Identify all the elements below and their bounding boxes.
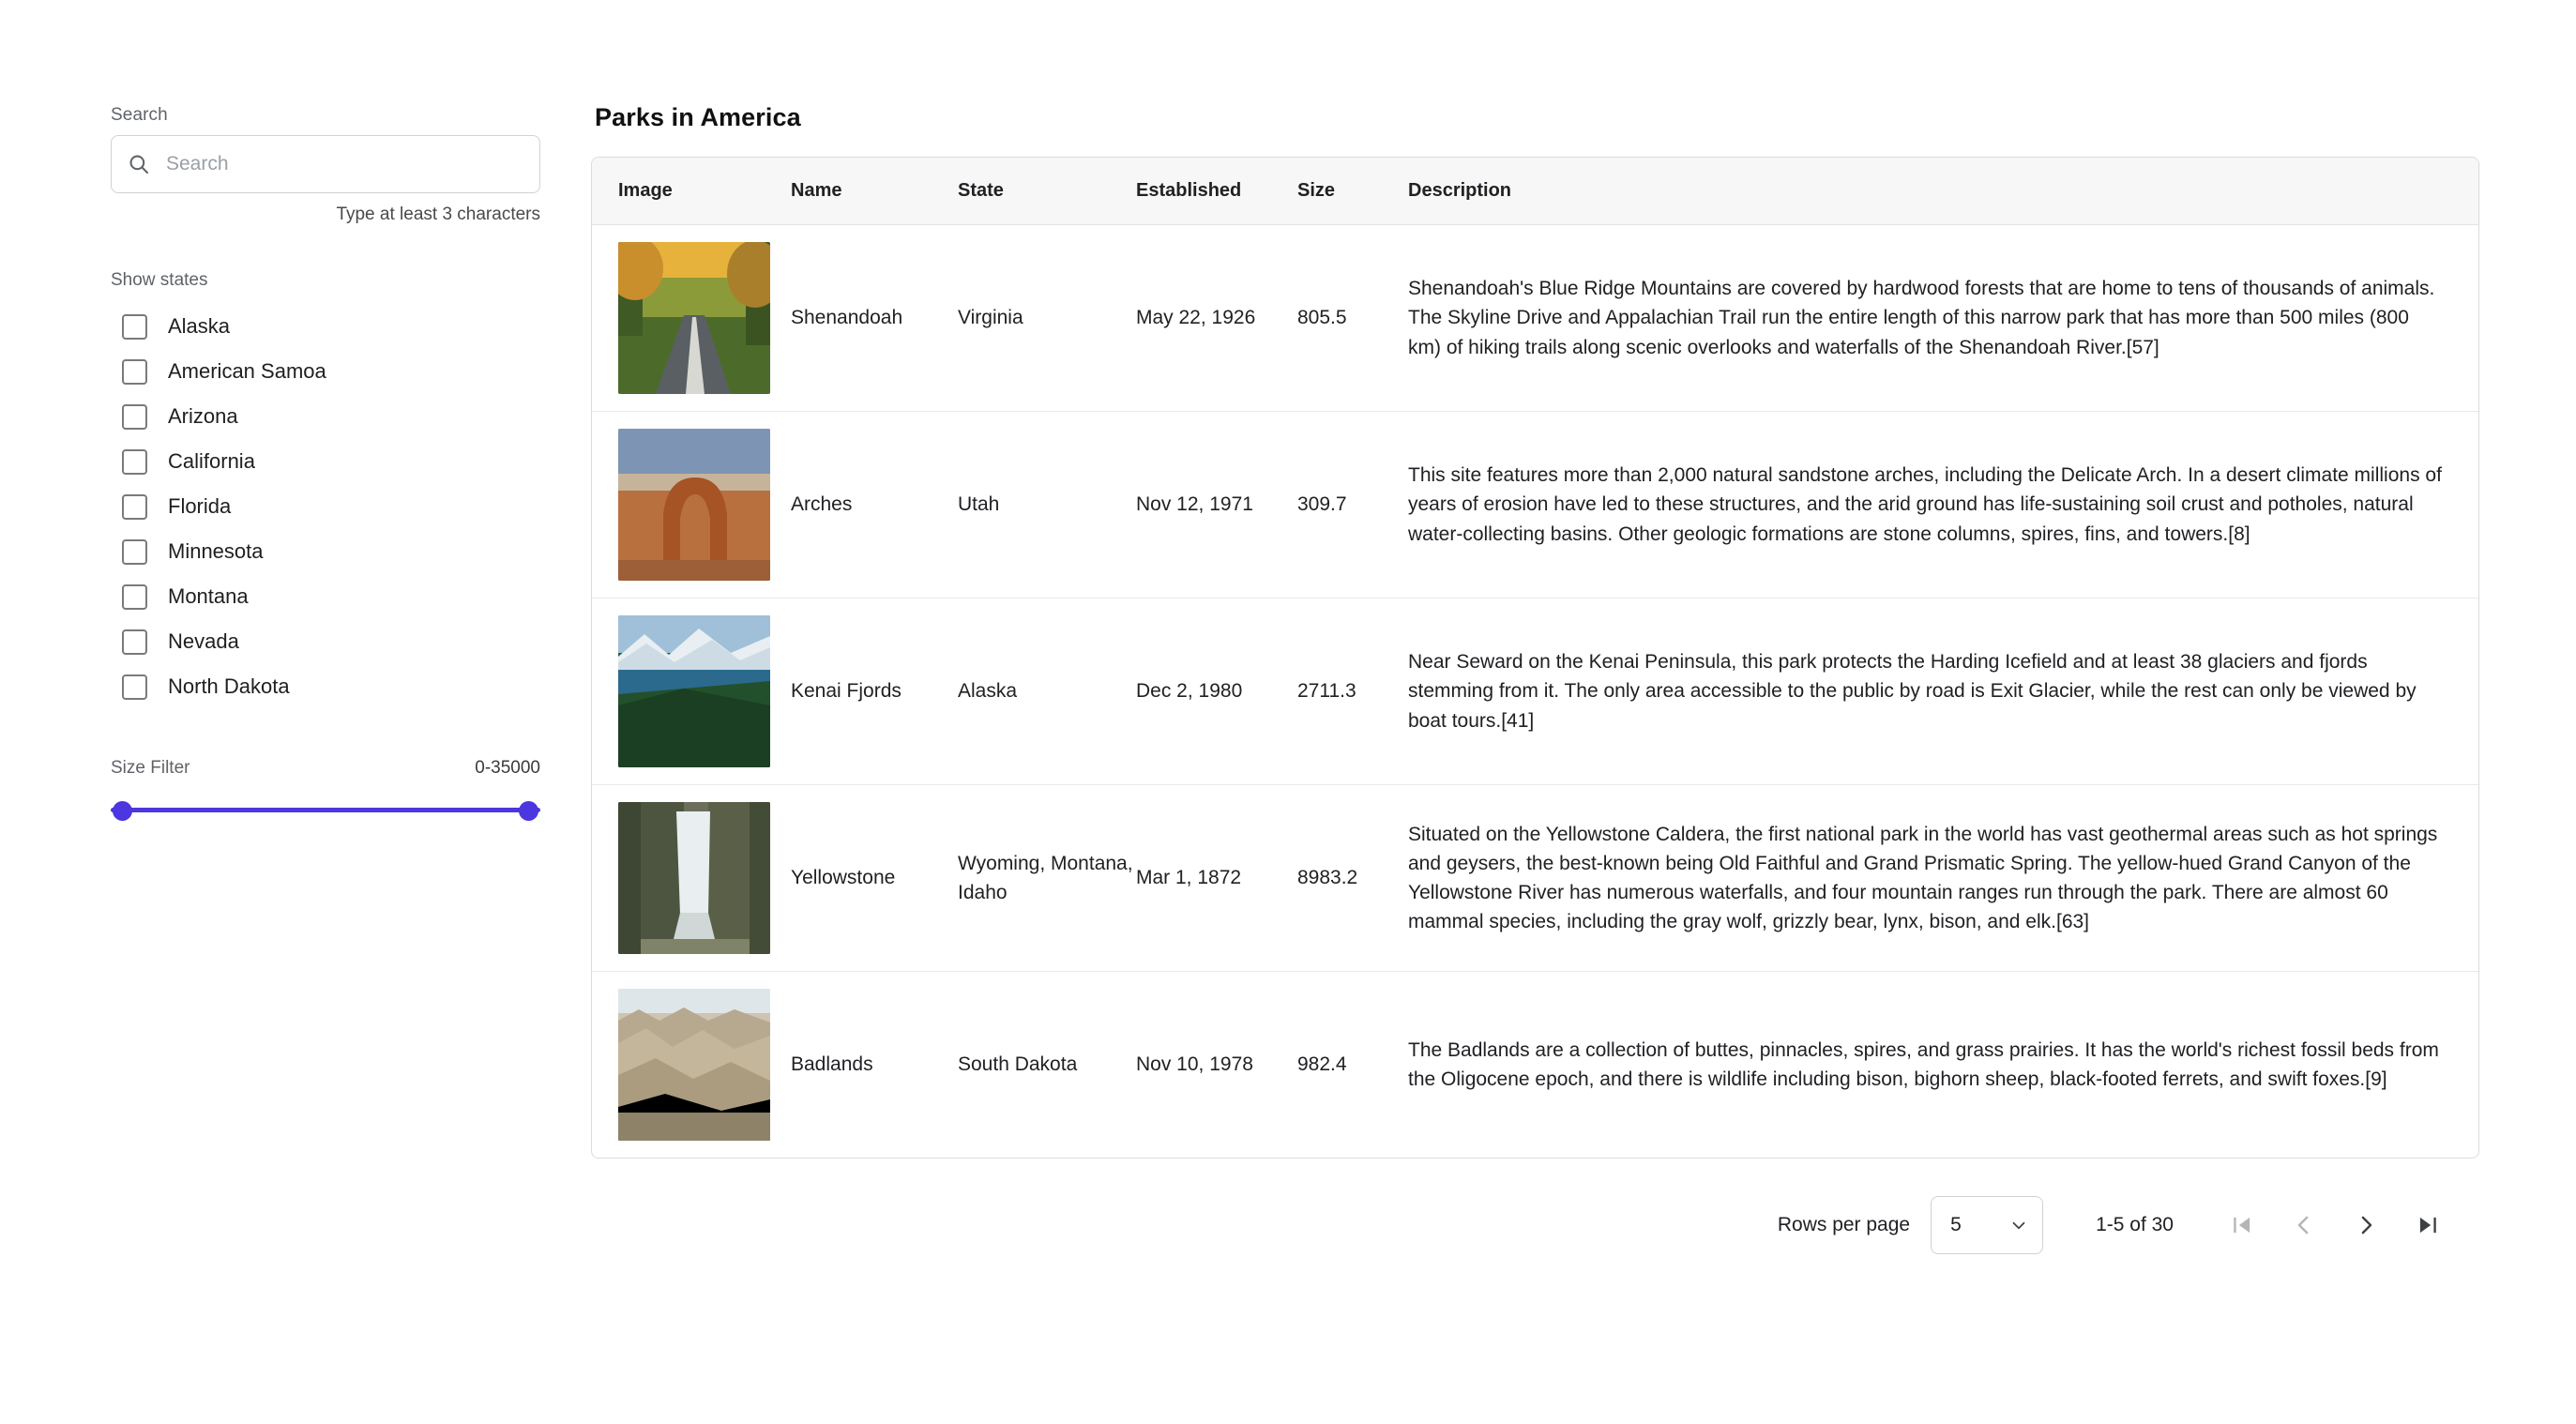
next-page-button[interactable] xyxy=(2335,1194,2397,1256)
cell-description: This site features more than 2,000 natural sandstone arches, including the Delicate Arch. In a desert climate millions of years of erosion have led to these structures, and the arid ground has life-sustaining soil crust and potholes, natural water-collecting basins. Other geologic formations are stone columns, spires, fins, and towers.[8] xyxy=(1408,412,2478,598)
state-label: Arizona xyxy=(168,404,238,428)
table-row[interactable] xyxy=(592,225,2478,412)
parks-table-card xyxy=(591,157,2479,1159)
cell-state: Alaska xyxy=(958,598,1136,785)
previous-page-button[interactable] xyxy=(2273,1194,2335,1256)
cell-description: The Badlands are a collection of buttes, pinnacles, spires, and grass prairies. It has the world's richest fossil beds from the Oligocene epoch, and there is wildlife including bison, bighorn sheep, black-footed ferrets, and swift foxes.[9] xyxy=(1408,1038,2439,1090)
checkbox-icon[interactable] xyxy=(122,359,147,385)
column-header-established: Established xyxy=(1136,158,1297,225)
size-filter-header xyxy=(111,758,540,779)
main-content xyxy=(591,103,2479,1256)
slider-handle-min[interactable] xyxy=(113,801,132,821)
state-checkbox-arizona[interactable] xyxy=(111,394,542,439)
state-label: Nevada xyxy=(168,629,239,653)
state-label: Montana xyxy=(168,584,249,608)
state-checkbox-california[interactable] xyxy=(111,439,542,484)
state-label: Florida xyxy=(168,494,232,518)
cell-name: Kenai Fjords xyxy=(791,598,958,785)
rows-per-page-value: 5 xyxy=(1950,1214,1962,1235)
show-states-label: Show states xyxy=(111,270,208,290)
cell-size: 2711.3 xyxy=(1297,598,1408,785)
search-icon xyxy=(127,152,151,176)
checkbox-icon[interactable] xyxy=(122,674,147,700)
pagination-bar xyxy=(591,1194,2479,1256)
cell-established: May 22, 1926 xyxy=(1136,225,1297,412)
column-header-name: Name xyxy=(791,158,958,225)
state-label: Minnesota xyxy=(168,539,264,563)
cell-name: Arches xyxy=(791,412,958,598)
cell-established: Dec 2, 1980 xyxy=(1136,598,1297,785)
cell-image xyxy=(592,598,791,785)
state-checkbox-alaska[interactable] xyxy=(111,304,542,349)
previous-page-icon xyxy=(2290,1211,2318,1239)
table-row[interactable] xyxy=(592,598,2478,785)
pagination-range-label: 1-5 of 30 xyxy=(2096,1214,2174,1235)
page-title: Parks in America xyxy=(595,103,801,131)
checkbox-icon[interactable] xyxy=(122,539,147,565)
rows-per-page-label: Rows per page xyxy=(1777,1214,1911,1235)
search-label: Search xyxy=(111,105,168,125)
first-page-icon xyxy=(2228,1211,2256,1239)
checkbox-icon[interactable] xyxy=(122,584,147,610)
cell-established: Nov 12, 1971 xyxy=(1136,412,1297,598)
state-label: American Samoa xyxy=(168,359,326,383)
checkbox-icon[interactable] xyxy=(122,629,147,655)
park-thumbnail-kenai-fjords xyxy=(618,615,770,767)
park-thumbnail-badlands xyxy=(618,989,770,1141)
column-header-description: Description xyxy=(1408,158,2478,225)
cell-size: 982.4 xyxy=(1297,1053,1347,1076)
column-header-size: Size xyxy=(1297,158,1408,225)
cell-state: Wyoming, Montana, Idaho xyxy=(958,785,1136,972)
park-thumbnail-yellowstone xyxy=(618,802,770,954)
park-thumbnail-arches xyxy=(618,429,770,581)
cell-state: Utah xyxy=(958,412,1136,598)
checkbox-icon[interactable] xyxy=(122,449,147,475)
cell-description: Situated on the Yellowstone Caldera, the first national park in the world has vast geothermal areas such as hot springs and geysers, the best-known being Old Faithful and Grand Prismatic Spring. The yellow-hued Grand Canyon of the Yellowstone River has numerous waterfalls, and four mountain ranges run through the park. There are almost 60 mammal species, including the gray wolf, grizzly bear, lynx, bison, and elk.[63] xyxy=(1408,785,2478,972)
checkbox-icon[interactable] xyxy=(122,494,147,520)
state-label: Alaska xyxy=(168,314,231,338)
table-row[interactable] xyxy=(592,972,2478,1159)
state-checkbox-north-dakota[interactable] xyxy=(111,664,542,709)
cell-established: Nov 10, 1978 xyxy=(1136,1053,1253,1076)
filters-sidebar xyxy=(111,105,542,824)
table-header-row xyxy=(592,158,2478,225)
cell-size: 8983.2 xyxy=(1297,785,1408,972)
state-checkbox-florida[interactable] xyxy=(111,484,542,529)
cell-size: 309.7 xyxy=(1297,412,1408,598)
park-thumbnail-shenandoah xyxy=(618,242,770,394)
chevron-down-icon xyxy=(2008,1215,2029,1235)
size-filter-range-value: 0-35000 xyxy=(475,758,540,778)
rows-per-page-select[interactable] xyxy=(1931,1196,2043,1254)
search-input[interactable] xyxy=(164,152,524,176)
cell-description: Shenandoah's Blue Ridge Mountains are covered by hardwood forests that are home to tens of thousands of animals. The Skyline Drive and Appalachian Trail run the entire length of this narrow park that has more than 500 miles (800 km) of hiking trails along scenic overlooks and waterfalls of the Shenandoah River.[57] xyxy=(1408,225,2478,412)
table-row[interactable] xyxy=(592,785,2478,972)
cell-image xyxy=(592,225,791,412)
cell-image xyxy=(592,785,791,972)
cell-state: Virginia xyxy=(958,225,1136,412)
slider-track[interactable] xyxy=(111,808,540,812)
cell-name: Badlands xyxy=(791,1053,873,1076)
cell-state: South Dakota xyxy=(958,1053,1078,1076)
cell-size: 805.5 xyxy=(1297,225,1408,412)
cell-established: Mar 1, 1872 xyxy=(1136,785,1297,972)
cell-image xyxy=(592,412,791,598)
state-label: North Dakota xyxy=(168,674,290,698)
checkbox-icon[interactable] xyxy=(122,404,147,430)
column-header-image: Image xyxy=(592,158,791,225)
state-checkbox-montana[interactable] xyxy=(111,574,542,619)
search-hint: Type at least 3 characters xyxy=(336,205,540,224)
first-page-button[interactable] xyxy=(2211,1194,2273,1256)
column-header-state: State xyxy=(958,158,1136,225)
table-row[interactable] xyxy=(592,412,2478,598)
state-label: California xyxy=(168,449,255,473)
size-filter-label: Size Filter xyxy=(111,758,190,778)
checkbox-icon[interactable] xyxy=(122,314,147,340)
last-page-button[interactable] xyxy=(2397,1194,2459,1256)
size-filter-slider[interactable] xyxy=(111,795,540,824)
cell-description: Near Seward on the Kenai Peninsula, this park protects the Harding Icefield and at least 38 glaciers and fjords stemming from it. The only area accessible to the public by road is Exit Glacier, while the rest can only be viewed by boat tours.[41] xyxy=(1408,598,2478,785)
state-checkbox-minnesota[interactable] xyxy=(111,529,542,574)
cell-name: Yellowstone xyxy=(791,785,958,972)
table-header xyxy=(592,158,2478,225)
table-body xyxy=(592,225,2478,1159)
cell-name: Shenandoah xyxy=(791,225,958,412)
cell-image xyxy=(592,972,791,1159)
slider-handle-max[interactable] xyxy=(519,801,538,821)
state-checkbox-nevada[interactable] xyxy=(111,619,542,664)
last-page-icon xyxy=(2414,1211,2442,1239)
parks-table xyxy=(592,158,2478,1158)
state-checkbox-american-samoa[interactable] xyxy=(111,349,542,394)
next-page-icon xyxy=(2352,1211,2380,1239)
search-input-wrapper[interactable] xyxy=(111,135,540,193)
